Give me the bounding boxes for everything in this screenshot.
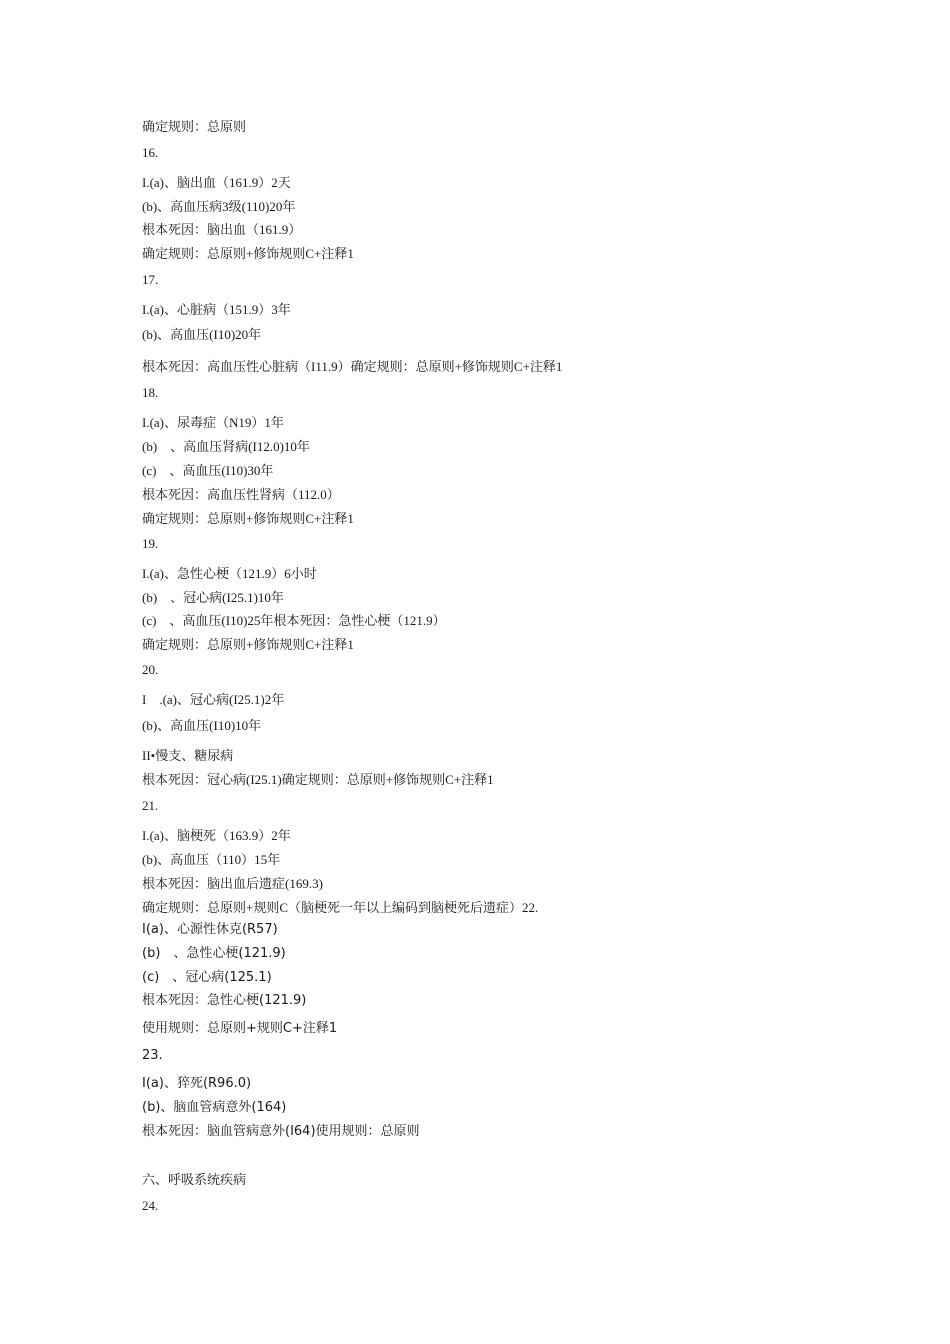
item-number: 18. (142, 385, 159, 400)
text-line: I.(a)、心脏病（151.9）3年 (142, 302, 291, 317)
text-line: (b) 、高血压肾病(I12.0)10年 (142, 439, 310, 454)
text-line: 确定规则：总原则+修饰规则C+注释1 (142, 511, 354, 526)
text-line: (c) 、高血压(I10)25年根本死因：急性心梗（121.9） (142, 613, 446, 628)
item-number: 21. (142, 798, 159, 813)
text-line: 根本死因：急性心梗(121.9) (142, 993, 307, 1008)
text-line: (b)、高血压(I10)10年 (142, 718, 262, 733)
section-heading: 六、呼吸系统疾病 (142, 1172, 247, 1187)
item-number: 20. (142, 662, 159, 677)
text-line: 确定规则：总原则+修饰规则C+注释1 (142, 246, 354, 261)
item-number: 16. (142, 145, 159, 160)
text-line: 根本死因：脑出血后遗症(169.3) (142, 876, 323, 891)
text-line: I(a)、心源性休克(R57) (142, 922, 278, 937)
text-line: II•慢支、糖尿病 (142, 748, 234, 763)
text-line: (b)、高血压(I10)20年 (142, 327, 262, 342)
text-line: I.(a)、脑梗死（163.9）2年 (142, 828, 291, 843)
text-line: I.(a)、急性心梗（121.9）6小时 (142, 566, 317, 581)
text-line: (b)、高血压（110）15年 (142, 852, 281, 867)
text-line: 确定规则：总原则 (142, 119, 247, 134)
text-line: I.(a)、脑出血（161.9）2天 (142, 175, 291, 190)
text-line: 根本死因：高血压性心脏病（I11.9）确定规则：总原则+修饰规则C+注释1 (142, 359, 563, 374)
text-line: (b)、脑血管病意外(164) (142, 1100, 287, 1115)
text-line: I(a)、猝死(R96.0) (142, 1076, 252, 1091)
text-line: (b)、高血压病3级(110)20年 (142, 199, 296, 214)
item-number: 24. (142, 1198, 159, 1213)
text-line: 根本死因：脑血管病意外(I64)使用规则：总原则 (142, 1124, 420, 1139)
text-line: 确定规则：总原则+规则C（脑梗死一年以上编码到脑梗死后遗症）22. (142, 900, 539, 915)
text-line: (b) 、冠心病(I25.1)10年 (142, 590, 284, 605)
text-line: (b) 、急性心梗(121.9) (142, 946, 286, 961)
text-line: I .(a)、冠心病(I25.1)2年 (142, 692, 285, 707)
item-number: 23. (142, 1048, 163, 1063)
text-line: 根本死因：高血压性肾病（112.0） (142, 487, 340, 502)
item-number: 19. (142, 536, 159, 551)
text-line: 使用规则：总原则+规则C+注释1 (142, 1021, 338, 1036)
text-line: (c) 、冠心病(125.1) (142, 970, 272, 985)
text-line: I.(a)、尿毒症（N19）1年 (142, 415, 284, 430)
item-number: 17. (142, 272, 159, 287)
text-line: 确定规则：总原则+修饰规则C+注释1 (142, 637, 354, 652)
text-line: (c) 、高血压(I10)30年 (142, 463, 274, 478)
text-line: 根本死因：脑出血（161.9） (142, 222, 302, 237)
text-line: 根本死因：冠心病(I25.1)确定规则：总原则+修饰规则C+注释1 (142, 772, 494, 787)
